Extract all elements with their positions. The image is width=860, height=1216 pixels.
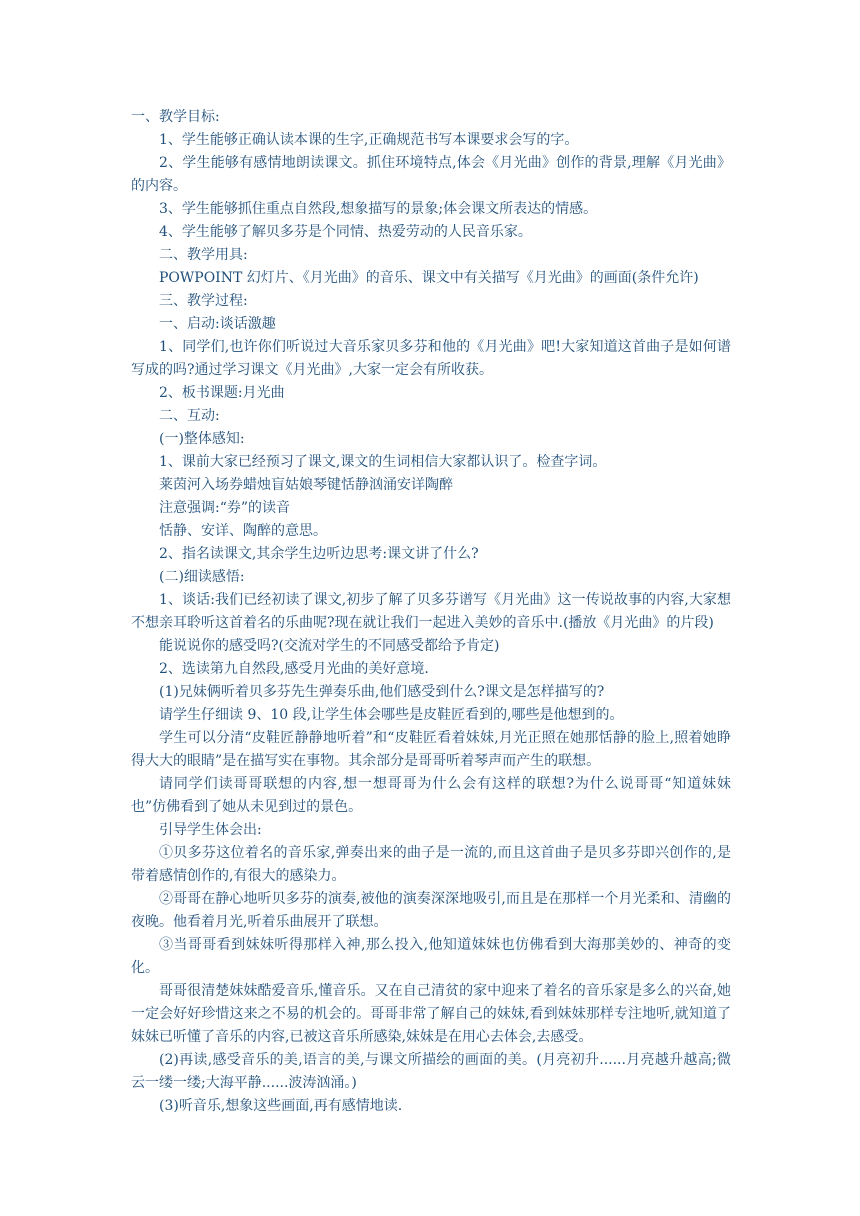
subsection-overall: (一)整体感知: <box>159 431 245 447</box>
guidance-heading: 引导学生体会出: <box>159 822 262 838</box>
feelings-question: 能说说你的感受吗?(交流对学生的不同感受都给予肯定) <box>159 638 500 654</box>
brother-paragraph: 哥哥很清楚妹妹酷爱音乐,懂音乐。又在自己清贫的家中迎来了着名的音乐家是多么的兴奋,她一定会好好珍惜这来之不易的机会的。哥哥非常了解自己的妹妹,看到妹妹那样专注地听,就知道了妹妹已听懂了音乐的内容,已被这音乐所感染,妹妹是在用心去体会,去感受。 <box>131 983 731 1045</box>
section-interaction: 二、互动: <box>159 408 220 424</box>
overall-item-2: 2、指名读课文,其余学生边听边思考:课文讲了什么? <box>159 546 479 562</box>
document-body <box>131 106 731 1118</box>
start-item-1: 1、同学们,也许你们听说过大音乐家贝多芬和他的《月光曲》吧!大家知道这首曲子是如何谱写成的吗?通过学习课文《月光曲》,大家一定会有所收获。 <box>131 339 731 378</box>
detailed-item-1: 1、谈话:我们已经初读了课文,初步了解了贝多芬谱写《月光曲》这一传说故事的内容,大家想不想亲耳聆听这首着名的乐曲呢?现在就让我们一起进入美妙的音乐中.(播放《月光曲》的片段) <box>131 592 731 631</box>
goal-item-4: 4、学生能够了解贝多芬是个同情、热爱劳动的人民音乐家。 <box>159 224 532 240</box>
question-1: (1)兄妹俩听着贝多芬先生弹奏乐曲,他们感受到什么?课文是怎样描写的? <box>159 684 605 700</box>
guidance-point-3: ③当哥哥看到妹妹听得那样入神,那么投入,他知道妹妹也仿佛看到大海那美妙的、神奇的变化。 <box>131 937 731 976</box>
guidance-point-2: ②哥哥在静心地听贝多芬的演奏,被他的演奏深深地吸引,而且是在那样一个月光柔和、清幽的夜晚。他看着月光,听着乐曲展开了联想。 <box>131 891 731 930</box>
overall-item-1: 1、课前大家已经预习了课文,课文的生词相信大家都认识了。检查字词。 <box>159 454 607 470</box>
heading-teaching-process: 三、教学过程: <box>159 293 248 309</box>
goal-item-2: 2、学生能够有感情地朗读课文。抓住环境特点,体会《月光曲》创作的背景,理解《月光曲》的内容。 <box>131 155 731 194</box>
association-question: 请同学们读哥哥联想的内容,想一想哥哥为什么会有这样的联想?为什么说哥哥“知道妹妹也”仿佛看到了她从未见到过的景色。 <box>131 776 731 815</box>
heading-teaching-goals: 一、教学目标: <box>131 109 220 125</box>
guidance-point-1: ①贝多芬这位着名的音乐家,弹奏出来的曲子是一流的,而且这首曲子是贝多芬即兴创作的,是带着感情创作的,有很大的感染力。 <box>131 845 731 884</box>
goal-item-1: 1、学生能够正确认读本课的生字,正确规范书写本课要求会写的字。 <box>159 132 579 148</box>
detailed-item-2: 2、选读第九自然段,感受月光曲的美好意境. <box>159 661 429 677</box>
goal-item-3: 3、学生能够抓住重点自然段,想象描写的景象;体会课文所表达的情感。 <box>159 201 598 217</box>
pronunciation-note: 注意强调:“券”的读音 <box>159 500 291 516</box>
subsection-detailed: (二)细读感悟: <box>159 569 245 585</box>
meaning-note: 恬静、安详、陶醉的意思。 <box>159 523 327 539</box>
tools-description: POWPOINT 幻灯片、《月光曲》的音乐、课文中有关描写《月光曲》的画面(条件允许) <box>159 270 699 286</box>
start-item-2: 2、板书课题:月光曲 <box>159 385 285 401</box>
question-3: (3)听音乐,想象这些画面,再有感情地读. <box>159 1098 403 1114</box>
section-start: 一、启动:谈话激趣 <box>159 316 276 332</box>
heading-teaching-tools: 二、教学用具: <box>159 247 248 263</box>
question-2: (2)再读,感受音乐的美,语言的美,与课文所描绘的画面的美。(月亮初升......月亮越升越高;微云一缕一缕;大海平静......波涛汹涌。) <box>131 1052 731 1091</box>
vocabulary-list: 莱茵河入场券蜡烛盲姑娘琴键恬静汹涌安详陶醉 <box>159 477 453 493</box>
reading-instruction: 请学生仔细读 9、10 段,让学生体会哪些是皮鞋匠看到的,哪些是他想到的。 <box>159 707 624 723</box>
analysis-paragraph: 学生可以分清“皮鞋匠静静地听着”和“皮鞋匠看着妹妹,月光正照在她那恬静的脸上,照着她睁得大大的眼睛”是在描写实在事物。其余部分是哥哥听着琴声而产生的联想。 <box>131 730 731 769</box>
